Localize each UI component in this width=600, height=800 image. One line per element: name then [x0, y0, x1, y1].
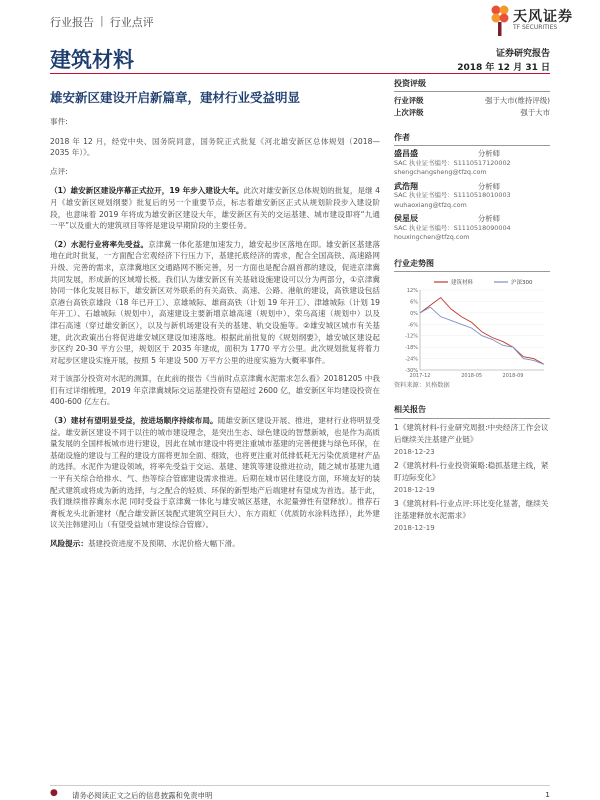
comment-label: 点评: [50, 166, 68, 176]
legend-label: 沪深300 [511, 280, 533, 286]
analyst-email[interactable]: shengchangsheng@tfzq.com [394, 168, 487, 176]
logo-chinese-name: 天风证券 [513, 9, 573, 25]
y-tick-label: -6% [408, 322, 418, 329]
analyst-sac: SAC 执业证书编号：S1110518010003 [394, 191, 511, 199]
y-tick-label: -30% [405, 368, 418, 374]
risk-label: 风险提示： [50, 539, 88, 548]
y-tick-label: -24% [405, 356, 418, 363]
logo-small-icon: ● [50, 788, 58, 798]
paragraph-1 [50, 185, 380, 231]
analyst-role: 分析师 [477, 181, 500, 191]
related-report-text[interactable]: 1《建筑材料-行业研究周报:中央经济工作会议后继续关注基建产业链》 [394, 423, 549, 444]
related-report-item[interactable] [394, 498, 550, 534]
paragraph-4-lead: （3）建材有望明显受益，按进场顺序持续布局。 [50, 416, 218, 426]
logo-english-name: TF SECURITIES [513, 24, 558, 31]
legend-label: 建筑材料 [451, 280, 474, 286]
paragraph-4-text: 随雄安新区建设开展、推进，建材行业将明显受益。雄安新区建设不同于以往的城市建设理念，是突出生态、绿色建设的智慧新城，也是作为高质量发展的全国样板城市进行建设，因此在城市建设中将更注重城市基建的完善便捷与绿色环保，在基础设施的建设与工程的建设方面将更加全面、细致，也将更注重对低排低耗无污染优质建材产品的选择。水泥作为建设领域，将率先受益于交运、基建、建筑等建设推进拉动，随之城市基建九通一平有关综合给排水、气、热等综合管廊建设需求推进。后期在城市居住建设方面，环境友好的装配式建筑或将成为新的选择，与之配合的轻质、环保的新型地产后端建材有望成为首选。基于此，我们继续推荐冀东水泥 同时受益于京津冀一体化与雄安城区基建，水泥量弹性有望释放）。推荐石膏板龙头北新建材（配合雄安新区装配式建筑空间巨大）、东方雨虹（优质防水涂料选择），此外建议关注韩建河山（有望受益城市建设综合管廊）。 [50, 416, 381, 530]
trend-chart-svg [394, 272, 550, 384]
related-report-text[interactable]: 3《建筑材料-行业点评:环比变化显著，继续关注基建释放水泥需求》 [394, 499, 549, 520]
report-type: 证券研究报告 [495, 49, 550, 59]
report-date: 2018 年 12 月 31 日 [457, 63, 550, 73]
authors-panel [394, 132, 550, 247]
y-tick-label: 6% [410, 299, 418, 306]
footer-disclaimer: 请务必阅读正文之后的信息披露和免责申明 [72, 791, 213, 800]
rating-title: 投资评级 [394, 78, 550, 92]
analyst-card [394, 214, 550, 243]
analyst-sac: SAC 执业证书编号：S1110517120002 [394, 158, 511, 167]
related-report-date: 2018-12-19 [394, 524, 435, 532]
analyst-card [394, 182, 550, 211]
rating-panel [394, 78, 550, 119]
analyst-role: 分析师 [477, 149, 500, 158]
chart-source: 资料来源：贝格数据 [394, 382, 450, 389]
analyst-name: 盛昌盛 [394, 149, 418, 158]
y-tick-label: -12% [405, 333, 418, 340]
y-tick-label: -18% [405, 345, 418, 352]
chart-title: 行业走势图 [394, 258, 550, 272]
paragraph-2-lead: （2）水泥行业将率先受益。 [50, 239, 149, 249]
y-tick-label: 12% [406, 288, 418, 294]
risk-warning [50, 538, 380, 550]
related-title: 相关报告 [394, 404, 550, 419]
risk-text: 基建投资进度不及预期、水泥价格大幅下滑。 [87, 539, 240, 548]
analyst-role: 分析师 [477, 214, 500, 223]
previous-rating-value: 强于大市 [520, 108, 550, 117]
analyst-card [394, 149, 550, 178]
paragraph-2 [50, 239, 380, 367]
related-report-date: 2018-12-23 [394, 448, 435, 456]
event-label: 事件: [50, 117, 68, 126]
previous-rating-key: 上次评级 [394, 108, 424, 117]
report-headline: 雄安新区建设开启新篇章，建材行业受益明显 [50, 90, 301, 105]
x-tick-label: 2017-12 [409, 373, 431, 379]
title-divider [50, 73, 550, 74]
report-category [50, 14, 154, 30]
x-tick-label: 2018-09 [502, 373, 524, 379]
paragraph-4 [50, 415, 380, 531]
paragraph-3: 对于该部分投资对水泥的测算，在此前的报告《当前时点京津冀水泥需求怎么看》20181205 中我们有过详细梳理，2019 年京津冀城际交运基建投资有望超过 2600 亿，雄安新区年均建设投资在 400-600 亿左右。 [50, 374, 380, 407]
related-report-item[interactable] [394, 422, 550, 458]
industry-rating-row [394, 95, 550, 107]
x-tick-label: 2018-05 [461, 373, 483, 379]
industry-rating-value: 强于大市(维持评级) [485, 96, 550, 105]
authors-title: 作者 [394, 132, 550, 146]
analyst-email[interactable]: wuhaoxiang@tfzq.com [394, 200, 467, 209]
analyst-name: 侯星辰 [394, 214, 418, 223]
related-report-text[interactable]: 2《建筑材料-行业投资策略:稳抓基建主线，紧盯边际变化》 [394, 461, 549, 482]
page-number: 1 [545, 790, 550, 799]
category-tag: 行业报告 [50, 16, 94, 29]
industry-rating-key: 行业评级 [394, 96, 424, 105]
paragraph-1-lead: （1）雄安新区建设序幕正式拉开，19 年步入建设大年。 [50, 186, 244, 196]
analyst-email[interactable]: houxingchen@tfzq.com [394, 233, 470, 241]
event-paragraph: 2018 年 12 月，经党中央、国务院同意，国务院正式批复《河北雄安新区总体规划（2018—2035 年）》。 [50, 136, 380, 158]
subcategory-tag: 行业点评 [109, 16, 154, 29]
related-reports [394, 404, 550, 536]
related-report-date: 2018-12-19 [394, 486, 435, 494]
series-line [420, 298, 544, 365]
page-title: 建筑材料 [50, 48, 134, 72]
paragraph-1-text: 此次对雄安新区总体规划的批复，是继 4 月《雄安新区规划纲要》批复后的另一个重要节点，标志着雄安新区正式从规划阶段步入建设阶段，也意味着 2019 年将成为雄安新区建设大年，雄安新区有关的交运基建、城市建设即将“九通一平”以及重大的建筑项目等将是建设早期阶段的主要任务。 [50, 186, 380, 231]
previous-rating-row [394, 107, 550, 119]
category-separator: | [100, 14, 104, 27]
footer-divider [50, 785, 550, 786]
paragraph-2-text: 京津冀一体化基建加速发力，雄安起步区落地在即。雄安新区基建落地在此时批复，一方面配合宏观经济下行压力下，基建托底经济的需求，配合全国高铁、高速路网升级、完善的需求，京津冀地区交通路网不断完善，另一方面也是配合副首都的建设，促进京津冀共同发展，形成新的区域增长极。我们认为雄安新区有关基础设施建设可以分为两部分，①京津冀协同一体化发展目标下，雄安新区对外联系的有关高铁、高速、公路、港航的建设，高铁建设包括京港台高铁京雄段（18 年已开工）、京雄城际、雄商高铁（计划 19 年开工）、津雄城际（计划 19 年开工）、石雄城际（规划中），高速建设主要新增京雄高速（规划中）、荣乌高速（规划中）以及津石高速（穿过雄安新区），以及与新机场建设有关的基建、轨交设施等。②雄安城区城市有关基建，此次政策出台将促进雄安城区建设加速落地。根据此前批复的《规划纲要》，雄安城区建设起步区约 20-30 平方公里，规划区于 2035 年建成，面积为 1770 平方公里。此次规划批复将着力对起步区建设实施开展，按照 5 年建设 500 万平方公里的进度实施为大概率事件。 [50, 239, 380, 365]
analyst-sac: SAC 执业证书编号：S1110518090004 [394, 223, 511, 232]
industry-trend-chart [394, 258, 550, 386]
main-body [50, 116, 380, 557]
related-report-item[interactable] [394, 460, 550, 496]
analyst-name: 武浩翔 [394, 181, 418, 191]
y-tick-label: 0% [410, 310, 418, 317]
